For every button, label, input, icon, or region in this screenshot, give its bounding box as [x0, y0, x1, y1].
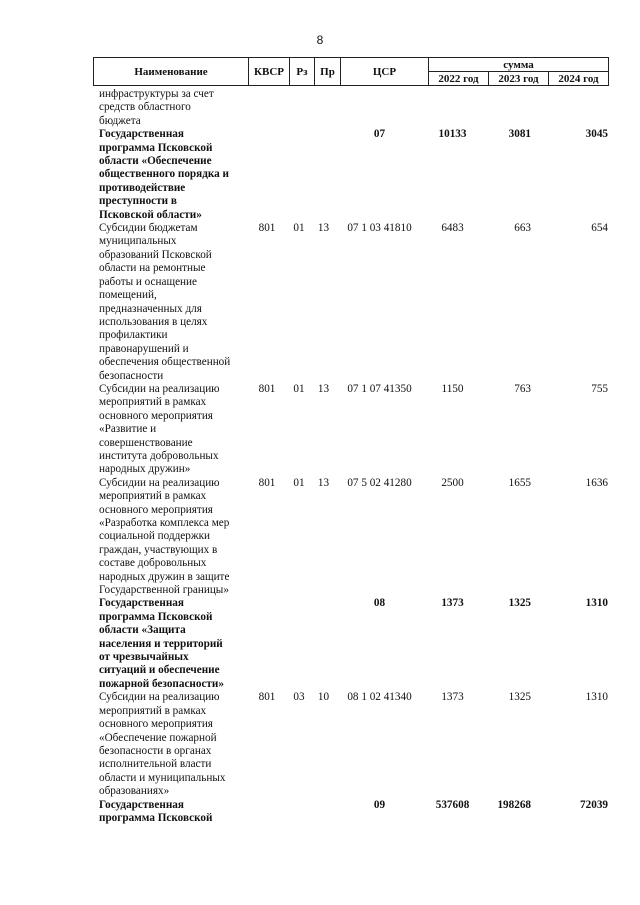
row-kvsr: 801 — [258, 222, 276, 235]
row-2024: 1636 — [585, 476, 608, 489]
name-line: составе добровольных — [99, 557, 207, 570]
row-pr: 13 — [317, 222, 330, 235]
table-row — [93, 128, 610, 222]
row-name — [93, 799, 247, 826]
row-2022: 2500 — [441, 476, 464, 489]
row-rz: 01 — [293, 222, 305, 235]
name-line: общественного порядка и — [99, 168, 229, 181]
name-line: профилактики — [99, 329, 168, 342]
name-line: мероприятий в рамках — [99, 704, 207, 717]
name-line: предназначенных для — [99, 302, 202, 315]
name-line: использования в целях — [99, 315, 208, 328]
name-line: пожарной безопасности» — [99, 677, 224, 690]
name-line: Субсидии на реализацию — [99, 476, 220, 489]
row-name — [93, 691, 247, 798]
row-kvsr: 801 — [258, 691, 276, 704]
row-2022: 6483 — [441, 222, 464, 235]
name-line: программа Псковской — [99, 610, 213, 623]
header-2024: 2024 год — [549, 72, 609, 86]
header-kvsr: КВСР — [249, 58, 290, 86]
name-line: мероприятий в рамках — [99, 396, 207, 409]
page-number: 8 — [316, 33, 324, 47]
row-2023: 3081 — [508, 128, 531, 141]
name-line: основного мероприятия — [99, 409, 213, 422]
name-line: образований Псковской — [99, 248, 212, 261]
table-row — [93, 222, 610, 383]
table-row — [93, 597, 610, 691]
name-line: образованиях» — [99, 785, 170, 798]
row-2024: 654 — [591, 222, 608, 235]
name-line: Субсидии бюджетам — [99, 222, 198, 235]
row-2023: 198268 — [497, 798, 531, 811]
row-name — [93, 88, 247, 128]
row-name — [93, 222, 247, 383]
name-line: работы и оснащение — [99, 275, 197, 288]
name-line: области и муниципальных — [99, 771, 226, 784]
name-line: Государственная — [99, 597, 184, 610]
name-line: помещений, — [99, 289, 157, 302]
name-line: исполнительной власти — [99, 758, 212, 771]
row-csr: 08 1 02 41340 — [347, 691, 412, 704]
name-line: правонарушений и — [99, 342, 189, 355]
row-csr: 07 1 03 41810 — [347, 222, 412, 235]
row-2022: 10133 — [438, 128, 467, 141]
name-line: основного мероприятия — [99, 503, 213, 516]
row-2024: 1310 — [585, 597, 608, 610]
name-line: противодействие — [99, 181, 186, 194]
name-line: программа Псковской — [99, 811, 213, 824]
row-2023: 663 — [514, 222, 531, 235]
row-2023: 763 — [514, 382, 531, 395]
name-line: обеспечения общественной — [99, 356, 231, 369]
name-line: Субсидии на реализацию — [99, 382, 220, 395]
name-line: «Разработка комплекса мер — [99, 517, 230, 529]
table-row — [93, 477, 610, 598]
table-header — [93, 57, 609, 86]
table-body — [93, 88, 610, 825]
name-line: Государственной границы» — [99, 584, 229, 597]
row-2024: 72039 — [580, 798, 608, 811]
row-2024: 755 — [591, 382, 608, 395]
row-2023: 1325 — [508, 597, 531, 610]
name-line: муниципальных — [99, 235, 177, 248]
name-line: мероприятий в рамках — [99, 490, 207, 503]
name-line: безопасности в органах — [99, 744, 212, 757]
name-line: области на ремонтные — [99, 262, 206, 275]
row-2022: 1150 — [441, 382, 464, 395]
row-2022: 1373 — [441, 597, 464, 610]
name-line: безопасности — [99, 369, 164, 382]
name-line: «Развитие и — [99, 423, 157, 436]
row-rz: 03 — [293, 691, 305, 704]
header-name: Наименование — [94, 58, 249, 86]
row-name — [93, 128, 247, 222]
row-2024: 3045 — [585, 128, 608, 141]
table-row — [93, 691, 610, 798]
row-rz: 01 — [293, 476, 305, 489]
name-line: Субсидии на реализацию — [99, 691, 220, 704]
name-line: преступности в — [99, 195, 177, 208]
row-2022: 1373 — [441, 691, 464, 704]
name-line: народных дружин» — [99, 463, 191, 476]
row-2023: 1655 — [508, 476, 531, 489]
row-name — [93, 597, 247, 691]
name-line: Государственная — [99, 798, 184, 811]
table-row — [93, 88, 610, 128]
name-line: инфраструктуры за счет — [99, 88, 214, 100]
row-csr: 09 — [373, 798, 386, 811]
name-line: от чрезвычайных — [99, 651, 189, 664]
name-line: граждан, участвующих в — [99, 543, 218, 556]
name-line: «Обеспечение пожарной — [99, 731, 217, 744]
header-pr: Пр — [315, 58, 341, 86]
row-2023: 1325 — [508, 691, 531, 704]
name-line: средств областного — [99, 101, 191, 114]
row-name — [93, 477, 247, 598]
name-line: населения и территорий — [99, 637, 223, 650]
header-summa: сумма — [429, 58, 609, 72]
name-line: бюджета — [99, 114, 141, 127]
table-row — [93, 799, 610, 826]
row-csr: 08 — [373, 597, 386, 610]
row-2024: 1310 — [585, 691, 608, 704]
row-name — [93, 383, 247, 477]
row-pr: 10 — [317, 691, 330, 704]
name-line: основного мероприятия — [99, 718, 213, 731]
row-csr: 07 5 02 41280 — [347, 476, 412, 489]
name-line: Псковской области» — [99, 208, 202, 221]
row-kvsr: 801 — [258, 476, 276, 489]
row-csr: 07 — [373, 128, 386, 141]
row-kvsr: 801 — [258, 382, 276, 395]
row-2022: 537608 — [435, 798, 470, 811]
name-line: народных дружин в защите — [99, 570, 230, 583]
header-2022: 2022 год — [429, 72, 489, 86]
header-rz: Рз — [290, 58, 315, 86]
header-csr: ЦСР — [341, 58, 429, 86]
name-line: Государственная — [99, 128, 184, 141]
table-row — [93, 383, 610, 477]
name-line: совершенствование — [99, 436, 193, 449]
row-pr: 13 — [317, 382, 330, 395]
name-line: программа Псковской — [99, 141, 213, 154]
row-rz: 01 — [293, 382, 305, 395]
name-line: области «Защита — [99, 624, 186, 637]
name-line: области «Обеспечение — [99, 155, 212, 168]
name-line: социальной поддержки — [99, 530, 211, 543]
name-line: ситуаций и обеспечение — [99, 664, 220, 677]
row-pr: 13 — [317, 476, 330, 489]
header-2023: 2023 год — [489, 72, 549, 86]
name-line: института добровольных — [99, 449, 219, 462]
row-csr: 07 1 07 41350 — [347, 382, 412, 395]
